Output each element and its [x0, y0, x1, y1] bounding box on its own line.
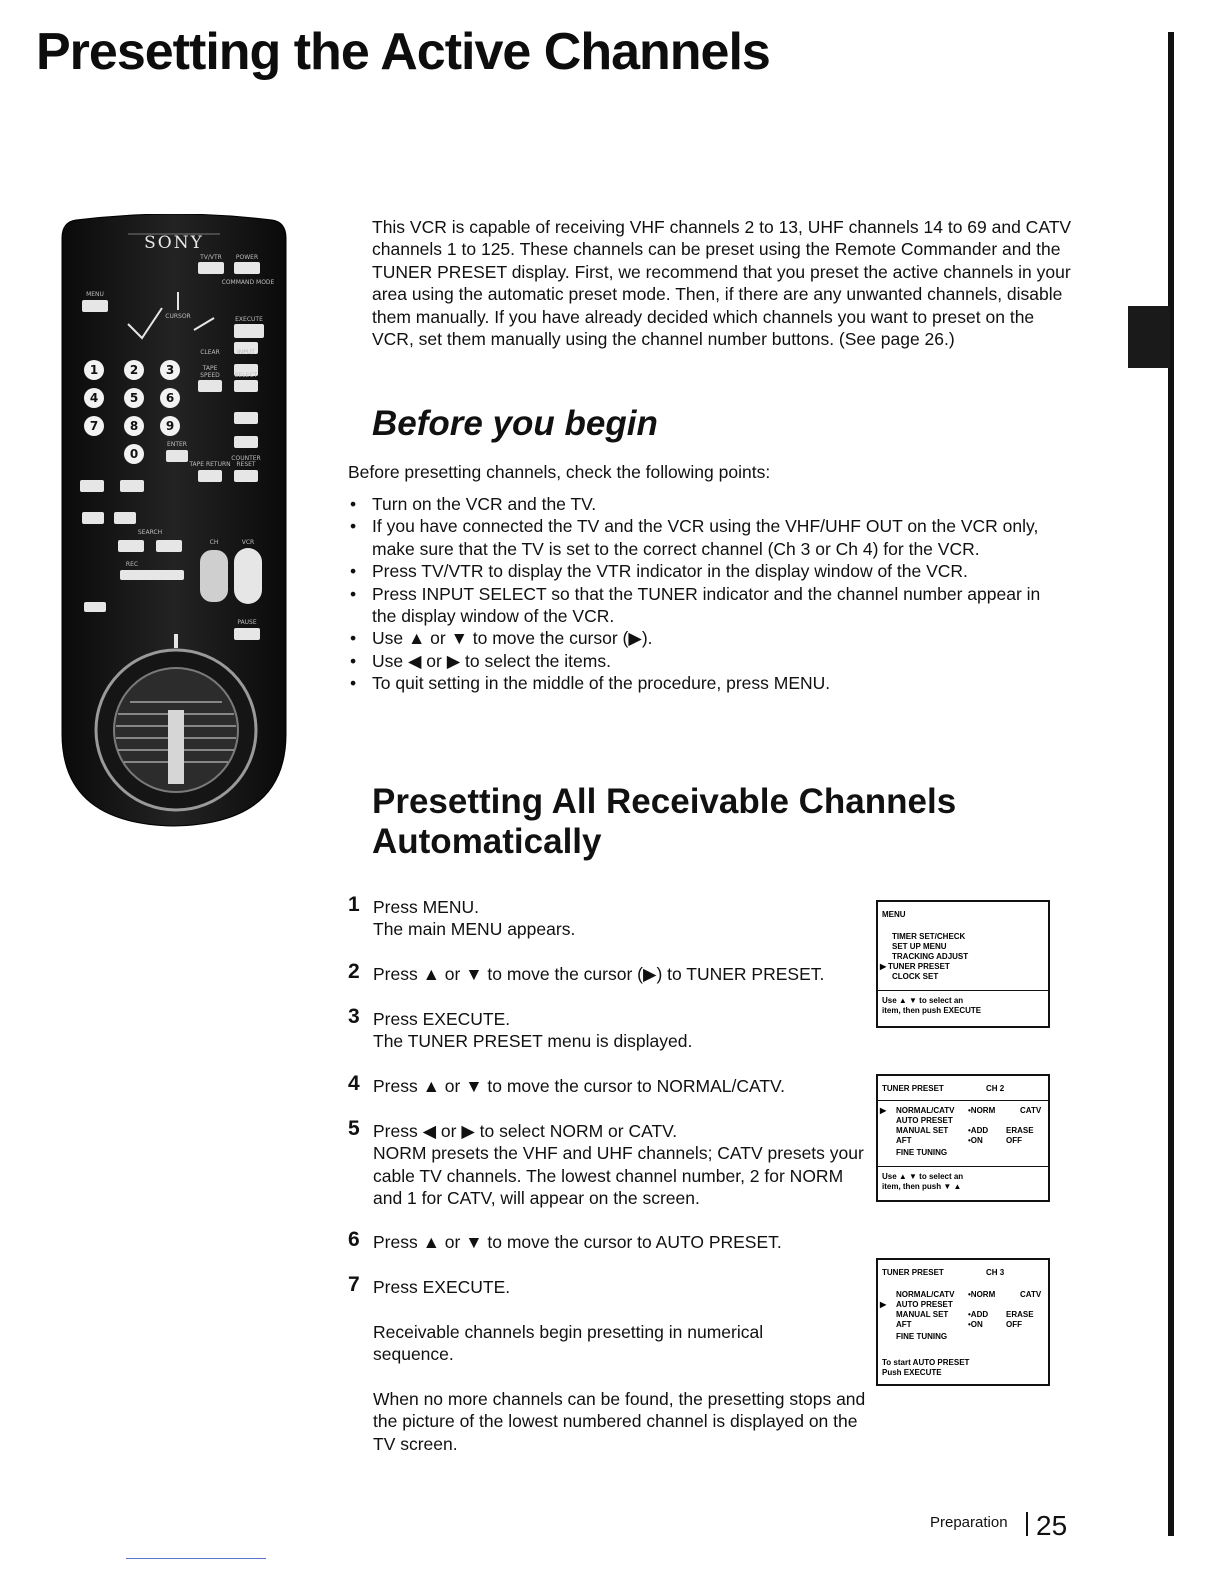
before-checklist: [348, 493, 1068, 695]
tv-vtr-button: [198, 262, 224, 274]
svg-text:INPUT: INPUT: [237, 349, 255, 356]
step-1: [348, 893, 878, 941]
svg-text:TAPE RETURN: TAPE RETURN: [189, 461, 231, 468]
menu-item: TIMER SET/CHECK: [892, 932, 966, 941]
menu-button: [82, 300, 108, 312]
number-9-button: 9: [165, 419, 175, 433]
before-lead-text: Before presetting channels, check the following points:: [348, 462, 771, 482]
step-number: 1: [348, 893, 360, 916]
number-7-button: 7: [89, 419, 99, 433]
screen-title: MENU: [882, 910, 906, 919]
number-1-button: 1: [89, 363, 99, 377]
power-button: [234, 262, 260, 274]
tuner-preset-screen-ch2: TUNER PRESET CH 2 ▶ NORMAL/CATV •NORM CATV AUTO PRESET MANUAL SET •ADD ERASE AFT •ON OFF FINE TUNING Use ▲ ▼ to select an item, then push ▼ ▲: [876, 1074, 1050, 1202]
footer-section-label: Preparation: [930, 1514, 1008, 1531]
intro-paragraph: This VCR is capable of receiving VHF channels 2 to 13, UHF channels 14 to 69 and CATV channels 1 to 125. These channels can be preset using the Remote Commander and the TUNER PRESET display. First, we recommend that you preset the active channels in your area using the automatic preset mode. Then, if there are any unwanted channels, disable them manually. If you have already decided which channels you want to preset on the VCR, set them manually using the channel number buttons. (See page 26.): [372, 217, 1072, 350]
screen-title: TUNER PRESET: [882, 1268, 944, 1277]
tuner-preset-screen-ch3: TUNER PRESET CH 3 NORMAL/CATV •NORM CATV ▶ AUTO PRESET MANUAL SET •ADD ERASE AFT •ON OFF FINE TUNING To start AUTO PRESET Push EXECUTE: [876, 1258, 1050, 1386]
menu-item: TUNER PRESET: [888, 962, 950, 971]
auto-preset-heading: Presetting All Receivable Channels Automatically: [372, 782, 957, 861]
presetting-sequence-text: Receivable channels begin presetting in numerical sequence.: [373, 1322, 764, 1365]
number-0-button: 0: [129, 447, 139, 461]
svg-text:CURSOR: CURSOR: [165, 313, 191, 320]
screen-help-text: item, then push EXECUTE: [882, 1006, 982, 1015]
footer-divider: [1026, 1512, 1028, 1536]
step-subtext: NORM presets the VHF and UHF channels; CATV presets your cable TV channels. The lowest channel number, 2 for NORM and 1 for CATV, will appear on the screen.: [373, 1143, 864, 1209]
svg-text:POWER: POWER: [235, 254, 259, 261]
screen-help-text: Push EXECUTE: [882, 1368, 942, 1377]
channel-indicator: CH 2: [986, 1084, 1005, 1093]
remote-commander-illustration: [58, 214, 290, 828]
svg-text:SELECT: SELECT: [234, 372, 258, 379]
cursor-arrow: ▶: [880, 962, 887, 971]
screen-help-text: Use ▲ ▼ to select an: [882, 1172, 964, 1181]
cursor-arrow: ▶: [880, 1106, 887, 1115]
step-text: Press MENU.: [373, 897, 479, 917]
step-text: Press EXECUTE.: [373, 1009, 511, 1029]
screen-help-text: Use ▲ ▼ to select an: [882, 996, 964, 1005]
checklist-item: • Press INPUT SELECT so that the TUNER indicator and the channel number appear in the display window of the VCR.: [348, 583, 1068, 628]
number-3-button: 3: [165, 363, 175, 377]
section-tab-marker: [1128, 306, 1170, 368]
number-8-button: 8: [129, 419, 139, 433]
checklist-item: • To quit setting in the middle of the procedure, press MENU.: [348, 672, 1068, 694]
svg-text:ENTER: ENTER: [167, 441, 187, 448]
cursor-arrow: ▶: [880, 1300, 887, 1309]
page-number: 25: [1036, 1510, 1068, 1541]
step-5: [348, 1117, 878, 1210]
step-text: Press ▲ or ▼ to move the cursor to AUTO PRESET.: [373, 1232, 782, 1252]
step-subtext: The main MENU appears.: [373, 919, 576, 940]
step-number: 6: [348, 1228, 360, 1251]
number-2-button: 2: [129, 363, 139, 377]
page-title: Presetting the Active Channels: [36, 23, 770, 81]
right-margin-rule: [1168, 32, 1174, 1536]
step-subtext: The TUNER PRESET menu is displayed.: [373, 1031, 693, 1052]
before-you-begin-heading: Before you begin: [372, 404, 658, 443]
checklist-item: • If you have connected the TV and the VCR using the VHF/UHF OUT on the VCR only, make sure that the TV is set to the correct channel (Ch 3 or Ch 4) for the VCR.: [348, 515, 1068, 560]
step-6: [348, 1228, 878, 1253]
svg-text:CLEAR: CLEAR: [200, 349, 220, 356]
step-number: 3: [348, 1005, 360, 1028]
checklist-item: • Use ▲ or ▼ to move the cursor (▶).: [348, 627, 1068, 649]
screen-help-text: To start AUTO PRESET: [882, 1358, 970, 1367]
channel-indicator: CH 3: [986, 1268, 1005, 1277]
svg-text:REC: REC: [125, 561, 139, 568]
svg-text:SPEED: SPEED: [200, 372, 220, 379]
step-number: 5: [348, 1117, 360, 1140]
screen-help-text: item, then push ▼ ▲: [882, 1182, 962, 1191]
step-3: [348, 1005, 878, 1053]
step-text: Press EXECUTE.: [373, 1277, 511, 1297]
checklist-item: • Press TV/VTR to display the VTR indicator in the display window of the VCR.: [348, 560, 1068, 582]
step-text: Press ▲ or ▼ to move the cursor (▶) to TUNER PRESET.: [373, 964, 825, 984]
svg-text:VCR: VCR: [241, 539, 255, 546]
menu-item: CLOCK SET: [892, 972, 939, 981]
svg-text:RESET: RESET: [236, 461, 256, 468]
svg-text:COMMAND MODE: COMMAND MODE: [221, 279, 275, 286]
step-text: Press ▲ or ▼ to move the cursor to NORMAL/CATV.: [373, 1076, 785, 1096]
svg-text:EXECUTE: EXECUTE: [235, 316, 263, 323]
step-2: [348, 960, 878, 985]
svg-text:MENU: MENU: [86, 291, 104, 298]
step-text: Press ◀ or ▶ to select NORM or CATV.: [373, 1121, 678, 1141]
step-7: [348, 1273, 878, 1298]
menu-item: SET UP MENU: [892, 942, 947, 951]
svg-text:COUNTER: COUNTER: [231, 455, 261, 462]
screen-title: TUNER PRESET: [882, 1084, 944, 1093]
step-number: 2: [348, 960, 360, 983]
number-5-button: 5: [129, 391, 139, 405]
svg-text:CH: CH: [209, 539, 219, 546]
svg-text:PAUSE: PAUSE: [237, 619, 257, 626]
remote-brand-logo: SONY: [144, 233, 204, 253]
execute-button: [234, 324, 264, 338]
number-6-button: 6: [165, 391, 175, 405]
svg-text:TV/VTR: TV/VTR: [200, 254, 222, 261]
step-number: 4: [348, 1072, 360, 1095]
menu-item: TRACKING ADJUST: [892, 952, 969, 961]
presetting-result-text: When no more channels can be found, the presetting stops and the picture of the lowest numbered channel is displayed on the TV screen.: [373, 1389, 866, 1454]
step-number: 7: [348, 1273, 360, 1296]
svg-text:TAPE: TAPE: [202, 365, 218, 372]
checklist-item: • Turn on the VCR and the TV.: [348, 493, 1068, 515]
svg-text:SEARCH: SEARCH: [137, 529, 163, 536]
step-4: [348, 1072, 878, 1097]
number-4-button: 4: [89, 391, 99, 405]
checklist-item: • Use ◀ or ▶ to select the items.: [348, 650, 1068, 672]
footnote-rule: [126, 1558, 266, 1559]
menu-screen-illustration: [876, 900, 1050, 1028]
